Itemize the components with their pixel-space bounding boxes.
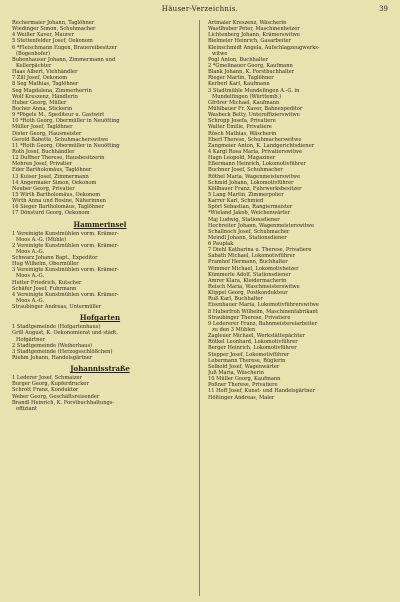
directory-entry: Sabath Michael, Lokomotivführer: [208, 253, 296, 260]
directory-entry: Moos A.-G.: [16, 248, 45, 255]
directory-entry: Amrer Klara, Kleidermacherin: [208, 277, 287, 284]
directory-entry: Klippel Georg, Postkondukteur: [208, 290, 288, 297]
directory-entry: Burger Georg, Kupferdrucker: [12, 381, 89, 388]
directory-entry: 1 Stadtgemeinde (Hofgartenhaus): [12, 324, 101, 331]
directory-entry: offiziant: [16, 405, 37, 412]
directory-entry: Mühlbauer Fr. Xaver, Bahnexpeditor: [208, 105, 303, 112]
directory-entry: Zagleuer Michael, Werkstättepächter: [208, 333, 305, 340]
directory-entry: Kümmerle Adolf, Stationsdiener: [208, 271, 291, 278]
directory-entry: Schrott Franz, Konduktor: [12, 387, 79, 394]
directory-entry: Lichtenberg Johann, Krämerswitwe: [208, 32, 300, 39]
directory-entry: 1 Lederer Josef, Schmaizer: [12, 375, 82, 382]
directory-entry: Eder Bartholomäus, Taglöhner: [12, 167, 92, 174]
directory-entry: 10 *Roth Georg, Obermüller in Neuötting: [12, 118, 120, 125]
directory-entry: 1 Vereinigte Kunstmühlen vorm. Krämer-: [12, 230, 119, 237]
directory-entry: Hofgärtner: [16, 336, 45, 343]
section-heading: Hammerinsel: [73, 219, 127, 229]
directory-entry: Spörl Sebastian, Rangiermeister: [208, 204, 293, 211]
directory-entry: Schäfer Josef, Fuhrmann: [12, 285, 77, 292]
directory-entry: 14 Angermaier Simon, Oekonom: [12, 179, 97, 186]
directory-entry: Straubinger Andreas, Untermüller: [12, 304, 102, 311]
page-title: Häuser-Verzeichnis.: [161, 5, 239, 13]
directory-entry: Weber Georg, Geschäftsreisender: [12, 393, 100, 400]
directory-entry: 4 Vereinigte Kunstmühlen vorm. Krämer-: [12, 291, 119, 298]
directory-entry: 6 *Fleischmann Eugen, Brauereibesitzer: [12, 44, 118, 51]
right-column: [208, 20, 384, 401]
directory-entry: Poßner Therese, Privatiere: [208, 382, 278, 389]
directory-entry: Mundelfingen (Württemb.): [212, 93, 282, 100]
directory-entry: 4 Kargl Rosa Maria, Privatierswitwe: [208, 148, 302, 155]
directory-entry: Selbold Josef, Wagenwärter: [208, 363, 280, 370]
page-number: 39: [379, 5, 388, 13]
directory-entry: Roth Josef, Buchhändler: [12, 148, 75, 155]
directory-entry: 3 Stadtgemeinde (Herzogsschlößchen): [12, 348, 113, 355]
directory-entry: Pramhof Hermann, Buchhalter: [208, 259, 288, 266]
directory-entry: 8 Huberfroh Wilhelm, Maschinenfabrikant: [208, 308, 318, 315]
section-heading: Johannisstraße: [70, 364, 130, 374]
directory-entry: Neuber Georg, Privatier: [12, 185, 75, 192]
directory-entry: Rechermaier Johann, Taglöhner: [12, 20, 95, 26]
directory-entry: 9 *Pögele M., Spediteur u. Gastwirt: [12, 112, 105, 119]
directory-entry: Röthel Maria, Wagenmeisterswitwe: [208, 173, 301, 180]
directory-entry: Pogl Anton, Buchhalter: [208, 56, 268, 63]
directory-entry: 10 Müller Georg, Kaufmann: [208, 376, 281, 383]
directory-entry: Hug Wilhelm, Obermüller: [12, 261, 79, 268]
directory-entry: 11 Hoff Josef, Kunst- und Handelsgärtner: [208, 388, 316, 395]
directory-entry: Seg Magdalena, Zimmerherrin: [12, 87, 92, 94]
directory-entry: 15 Wirth Bartholomäus, Oekonom: [12, 191, 101, 198]
directory-entry: Schmid Johann, Lokomotivführer: [208, 179, 294, 186]
directory-entry: 9 Ledererer Franz, Bahnmeistereiarbeiter: [208, 320, 318, 327]
directory-entry: 4 Weißer Xaver, Maurer: [12, 32, 74, 39]
directory-entry: 5 Lang Martin, Zimmerpolier: [208, 191, 284, 198]
directory-entry: Höltinger Andreas, Maler: [208, 394, 275, 401]
directory-entry: Eberl Therese, Schuhmacherswitwe: [208, 136, 302, 143]
directory-entry: Eßermann Heinrich, Lokomotivführer: [208, 161, 306, 168]
directory-entry: Grill August, K. Oekonomierat und städt.: [12, 330, 118, 337]
directory-entry: 12 Duffner Therese, Hausbesitzerin: [12, 155, 105, 162]
directory-entry: 11 *Roth Georg, Obermüller in Neuötting: [12, 142, 120, 149]
directory-entry: Dister Georg, Hausmeister: [12, 130, 82, 137]
directory-entry: Hagn Leopold, Magaziner: [208, 155, 276, 162]
directory-entry: Brandl Heinrich, K. Forstbuchhaltungs-: [12, 399, 115, 406]
directory-entry: Buchner Josef, Schuhmacher: [208, 167, 283, 174]
directory-entry: Bubenhauser Johann, Zimmermann und: [12, 56, 116, 63]
directory-entry: 6 Pauplak: [208, 241, 234, 248]
directory-entry: 8 Seg Mathias, Taglöhner: [12, 81, 79, 88]
directory-entry: Bucher Anna, Stickerin: [12, 105, 73, 112]
directory-entry: Huber Georg, Müller: [12, 99, 67, 106]
directory-entry: Karrer Karl, Schmied: [208, 198, 264, 205]
column-divider: [199, 20, 200, 596]
directory-entry: Moos A.-G.: [16, 298, 45, 305]
directory-entry: 3 Stadtmühle Mundefingen A.-G. in: [208, 87, 300, 94]
directory-entry: 7 Diehl Katharina u. Therese, Privatiere: [208, 247, 312, 254]
directory-entry: Bielmeier Heinrich, Gasarbeiter: [208, 38, 291, 45]
directory-entry: Riehm Johann, Handelsgärtner: [12, 355, 93, 362]
directory-entry: Wastlhuber Peter, Maschinenheizer: [208, 26, 300, 33]
directory-entry: Moos A.-G.: [16, 273, 45, 280]
directory-entry: Rötkel Leonhard, Lokomotivführer: [208, 339, 298, 346]
directory-entry: Schwarz Johann Bapt., Expeditor: [12, 255, 98, 262]
directory-entry: Gerold Babette, Schuhmacherswitwe: [12, 136, 109, 143]
directory-entry: Lebermann Therese, Büglerin: [208, 357, 286, 364]
section-heading: Hofgarten: [79, 313, 121, 323]
directory-entry: Reisch Maria, Waschmeisterswitwe: [208, 284, 300, 291]
directory-entry: Wirth Anna und Rosine, Näherinnen: [12, 198, 106, 205]
directory-entry: 3 Vereinigte Kunstmühlen vorm. Krämer-: [12, 267, 119, 274]
directory-entry: Kleinschmidt Angela, Aufschlagzeugwerks-: [208, 44, 320, 51]
directory-entry: Wolf Kreszenz, Händlerin: [12, 93, 78, 100]
directory-entry: Schropp Josefa, Privatiere: [208, 118, 276, 125]
directory-entry: 2 Stadtgemeinde (Weiherhaus): [12, 342, 93, 349]
directory-entry: Rieger Martin, Taglöhner: [208, 75, 274, 82]
directory-entry: Rösch Mathias, Wäscherin: [208, 130, 277, 137]
directory-entry: Kerberl Karl, Kaufmann: [208, 81, 270, 88]
directory-entry: Juß Maria, Wäscherin: [208, 370, 264, 377]
directory-entry: Walter Emilie, Privatiere: [208, 124, 272, 131]
left-column: [12, 20, 188, 412]
directory-entry: (Bogenhofer): [16, 50, 51, 57]
directory-entry: Wimmer Michael, Lokomotivheizer: [208, 265, 299, 272]
directory-entry: Gfrörer Michael, Kaufmann: [208, 99, 280, 106]
directory-entry: 5 Stettenfelder Josef, Oekonom: [12, 38, 93, 45]
directory-entry: 16 Sieger Bartholomäus, Taglöhner: [12, 204, 104, 211]
directory-entry: Mohren Josef, Privatier: [12, 161, 73, 168]
directory-entry: Hochreiter Johann, Wagenmeisterswitwe: [208, 222, 315, 229]
directory-entry: Hutter Friedrich, Kutscher: [12, 279, 82, 286]
directory-entry: Köllbauer Franz, Fuhrwerksbesitzer: [208, 185, 302, 192]
directory-entry: Moos A.-G. (Mühle): [16, 236, 67, 243]
directory-entry: Eisenhauer Maria, Lokomotivführerswitwe: [208, 302, 319, 309]
directory-entry: Haas Albert, Viehhändler: [12, 69, 78, 76]
directory-entry: witwe: [212, 50, 228, 57]
directory-entry: Stepper Josef, Lokomotivführer: [208, 351, 290, 358]
directory-entry: *Wieland Jakob, Weichenwärter: [208, 210, 291, 217]
directory-entry: 17 Dönsturd Georg, Oekonom: [12, 210, 90, 217]
directory-entry: Berger Heinrich, Lokomotivführer: [208, 345, 297, 352]
directory-entry: Zangmeier Anton, K. Landgerichtsdiener: [208, 142, 315, 149]
directory-entry: 7 Zill Josef, Oekonom: [12, 75, 68, 82]
directory-entry: Meindl Johann, Stationsdiener: [208, 234, 287, 241]
directory-entry: Artmaier Kreszenz, Wäscherin: [208, 20, 287, 26]
directory-entry: 2 Vereinigte Kunstmühlen vorm. Krämer-: [12, 242, 119, 249]
directory-entry: Wasbeck Betty, Unteroffizierswitwe: [208, 112, 300, 119]
directory-entry: Blank Johann, K. Forstbuchhalter: [208, 69, 295, 76]
directory-entry: Kellerpächter: [16, 62, 52, 69]
directory-entry: Maj Ludwig, Stationsdiener: [208, 216, 280, 223]
directory-entry: Wiedinger Simon, Schuhmacher: [12, 26, 96, 33]
directory-entry: Schallnoch Josef, Schuhmacher: [208, 228, 290, 235]
directory-entry: Müller Josef, Taglöhner: [12, 124, 73, 131]
directory-entry: 13 Kuiser Josef, Zimmermann: [12, 173, 89, 180]
directory-entry: Ruß Karl, Buchhalter: [208, 296, 263, 303]
directory-entry: Straubinger Therese, Privatiere: [208, 314, 291, 321]
directory-entry: 2 *Gmelinauer Georg, Kaufmann: [208, 62, 293, 69]
directory-entry: zu den 3 Mühlen: [212, 327, 256, 334]
